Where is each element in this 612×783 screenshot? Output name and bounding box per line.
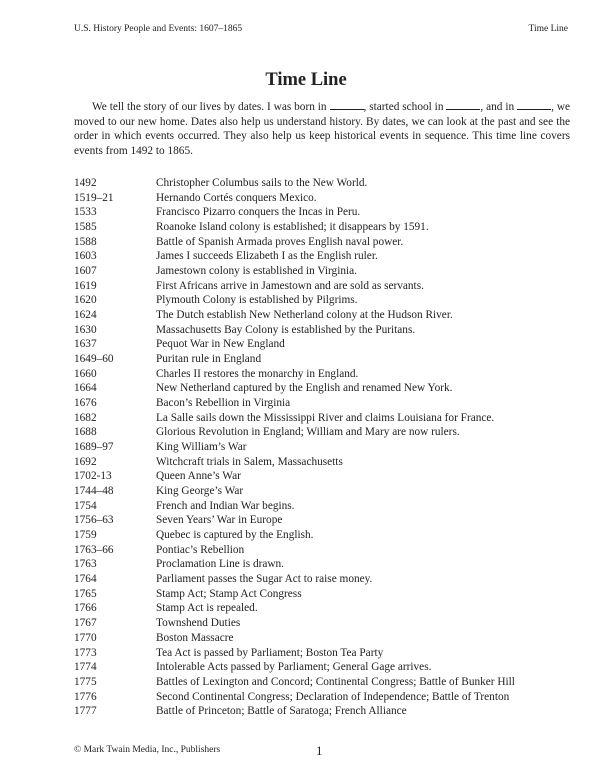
timeline-date: 1607 bbox=[74, 265, 97, 278]
timeline-date: 1770 bbox=[74, 631, 97, 644]
timeline-event: Puritan rule in England bbox=[156, 353, 262, 366]
timeline-event: Seven Years’ War in Europe bbox=[156, 514, 283, 527]
timeline-row bbox=[74, 704, 574, 719]
timeline-date: 1777 bbox=[74, 705, 97, 718]
timeline-row bbox=[74, 249, 574, 264]
fill-in-blank-school bbox=[446, 100, 480, 110]
timeline-row bbox=[74, 176, 574, 191]
timeline-date: 1756–63 bbox=[74, 514, 114, 527]
timeline-event: Plymouth Colony is established by Pilgrims. bbox=[156, 294, 358, 307]
timeline-date: 1585 bbox=[74, 221, 97, 234]
timeline-row bbox=[74, 323, 574, 338]
timeline-event: French and Indian War begins. bbox=[156, 499, 295, 512]
timeline-event: Roanoke Island colony is established; it disappears by 1591. bbox=[156, 221, 429, 234]
footer-publisher: © Mark Twain Media, Inc., Publishers bbox=[74, 745, 221, 755]
timeline-date: 1664 bbox=[74, 382, 97, 395]
timeline-event: Townshend Duties bbox=[156, 617, 241, 630]
timeline-event: King William’s War bbox=[156, 441, 247, 454]
timeline-row bbox=[74, 646, 574, 661]
timeline-event: La Salle sails down the Mississippi River and claims Louisiana for France. bbox=[156, 411, 495, 424]
timeline-event: Battle of Spanish Armada proves English naval power. bbox=[156, 235, 404, 248]
timeline-row bbox=[74, 337, 574, 352]
timeline-row bbox=[74, 528, 574, 543]
timeline-row bbox=[74, 543, 574, 558]
timeline-event: Tea Act is passed by Parliament; Boston Tea Party bbox=[156, 646, 384, 659]
timeline-row bbox=[74, 557, 574, 572]
timeline-date: 1692 bbox=[74, 455, 97, 468]
timeline-date: 1533 bbox=[74, 206, 97, 219]
timeline-date: 1766 bbox=[74, 602, 97, 615]
timeline-date: 1776 bbox=[74, 690, 97, 703]
timeline-date: 1649–60 bbox=[74, 353, 114, 366]
fill-in-blank-moved bbox=[517, 100, 551, 110]
timeline-row bbox=[74, 411, 574, 426]
timeline-row bbox=[74, 220, 574, 235]
timeline-row bbox=[74, 381, 574, 396]
timeline-event: Quebec is captured by the English. bbox=[156, 529, 314, 542]
timeline-event: Battles of Lexington and Concord; Continental Congress; Battle of Bunker Hill bbox=[156, 675, 515, 688]
timeline-row bbox=[74, 440, 574, 455]
timeline-event: Battle of Princeton; Battle of Saratoga; French Alliance bbox=[156, 705, 407, 718]
timeline-row bbox=[74, 690, 574, 705]
timeline-date: 1744–48 bbox=[74, 485, 114, 498]
timeline-event: Pontiac’s Rebellion bbox=[156, 543, 245, 556]
timeline-date: 1689–97 bbox=[74, 441, 114, 454]
timeline-row bbox=[74, 631, 574, 646]
timeline-date: 1620 bbox=[74, 294, 97, 307]
timeline-row bbox=[74, 352, 574, 367]
timeline-row bbox=[74, 572, 574, 587]
timeline-date: 1767 bbox=[74, 617, 97, 630]
timeline-event: First Africans arrive in Jamestown and are sold as servants. bbox=[156, 279, 424, 292]
timeline-date: 1763–66 bbox=[74, 543, 114, 556]
timeline-row bbox=[74, 367, 574, 382]
timeline-date: 1765 bbox=[74, 587, 97, 600]
page-title: Time Line bbox=[265, 70, 347, 90]
intro-text-4: , we moved to our new home. Dates also help us understand history. By dates, we can look at the past and see the order in which events occurred. They also help us keep historical events in sequence. This time line covers events from 1492 to 1865. bbox=[74, 101, 570, 158]
timeline-event: King George’s War bbox=[156, 485, 244, 498]
intro-text-2: , started school in bbox=[363, 101, 447, 113]
timeline-event: Intolerable Acts passed by Parliament; General Gage arrives. bbox=[156, 661, 432, 674]
timeline-row bbox=[74, 264, 574, 279]
timeline-row bbox=[74, 499, 574, 514]
timeline-row bbox=[74, 308, 574, 323]
running-header bbox=[74, 24, 568, 34]
timeline-date: 1759 bbox=[74, 529, 97, 542]
intro-text-1: We tell the story of our lives by dates. I was born in bbox=[92, 101, 330, 113]
timeline-event: The Dutch establish New Netherland colony at the Hudson River. bbox=[156, 309, 453, 322]
timeline-row bbox=[74, 660, 574, 675]
timeline-event: Jamestown colony is established in Virginia. bbox=[156, 265, 357, 278]
timeline-row bbox=[74, 396, 574, 411]
timeline-event: New Netherland captured by the English and renamed New York. bbox=[156, 382, 453, 395]
timeline-date: 1603 bbox=[74, 250, 97, 263]
timeline-date: 1676 bbox=[74, 397, 97, 410]
timeline-date: 1702-13 bbox=[74, 470, 112, 483]
timeline-row bbox=[74, 616, 574, 631]
timeline-event: Glorious Revolution in England; William and Mary are now rulers. bbox=[156, 426, 460, 439]
timeline-event: Second Continental Congress; Declaration of Independence; Battle of Trenton bbox=[156, 690, 510, 703]
intro-paragraph bbox=[74, 100, 570, 159]
timeline-date: 1630 bbox=[74, 323, 97, 336]
header-section-title: Time Line bbox=[528, 24, 568, 34]
timeline-event: Massachusetts Bay Colony is established by the Puritans. bbox=[156, 323, 416, 336]
timeline-row bbox=[74, 601, 574, 616]
timeline-row bbox=[74, 191, 574, 206]
timeline-row bbox=[74, 675, 574, 690]
intro-text-3: , and in bbox=[480, 101, 518, 113]
timeline-date: 1775 bbox=[74, 675, 97, 688]
timeline-date: 1637 bbox=[74, 338, 97, 351]
timeline-list bbox=[74, 176, 574, 719]
timeline-date: 1519–21 bbox=[74, 191, 114, 204]
timeline-date: 1773 bbox=[74, 646, 97, 659]
page-footer bbox=[74, 743, 534, 758]
timeline-row bbox=[74, 469, 574, 484]
timeline-row bbox=[74, 484, 574, 499]
timeline-event: Boston Massacre bbox=[156, 631, 234, 644]
timeline-event: Queen Anne’s War bbox=[156, 470, 241, 483]
header-book-title: U.S. History People and Events: 1607–1865 bbox=[74, 24, 243, 34]
timeline-event: Christopher Columbus sails to the New World. bbox=[156, 177, 368, 189]
timeline-date: 1619 bbox=[74, 279, 97, 292]
timeline-date: 1624 bbox=[74, 309, 97, 322]
timeline-date: 1774 bbox=[74, 661, 97, 674]
timeline-event: Charles II restores the monarchy in England. bbox=[156, 367, 359, 380]
timeline-date: 1764 bbox=[74, 573, 97, 586]
timeline-row bbox=[74, 293, 574, 308]
timeline-date: 1682 bbox=[74, 411, 97, 424]
timeline-event: Parliament passes the Sugar Act to raise money. bbox=[156, 573, 373, 586]
timeline-event: Stamp Act; Stamp Act Congress bbox=[156, 587, 302, 600]
timeline-row bbox=[74, 235, 574, 250]
timeline-date: 1763 bbox=[74, 558, 97, 571]
page-number: 1 bbox=[316, 743, 323, 758]
timeline-row bbox=[74, 455, 574, 470]
timeline-event: Francisco Pizarro conquers the Incas in Peru. bbox=[156, 206, 361, 219]
timeline-date: 1754 bbox=[74, 499, 97, 512]
timeline-row bbox=[74, 205, 574, 220]
timeline-row bbox=[74, 587, 574, 602]
fill-in-blank-born bbox=[330, 100, 364, 110]
timeline-event: James I succeeds Elizabeth I as the English ruler. bbox=[156, 250, 378, 263]
timeline-event: Hernando Cortés conquers Mexico. bbox=[156, 191, 317, 204]
timeline-date: 1660 bbox=[74, 367, 97, 380]
timeline-row bbox=[74, 279, 574, 294]
timeline-event: Stamp Act is repealed. bbox=[156, 602, 258, 615]
timeline-event: Pequot War in New England bbox=[156, 338, 285, 351]
timeline-date: 1688 bbox=[74, 426, 97, 439]
timeline-event: Bacon’s Rebellion in Virginia bbox=[156, 397, 291, 410]
timeline-row bbox=[74, 513, 574, 528]
timeline-event: Proclamation Line is drawn. bbox=[156, 558, 285, 571]
timeline-event: Witchcraft trials in Salem, Massachusetts bbox=[156, 455, 343, 468]
timeline-date: 1588 bbox=[74, 235, 97, 248]
timeline-row bbox=[74, 425, 574, 440]
timeline-date: 1492 bbox=[74, 177, 97, 189]
